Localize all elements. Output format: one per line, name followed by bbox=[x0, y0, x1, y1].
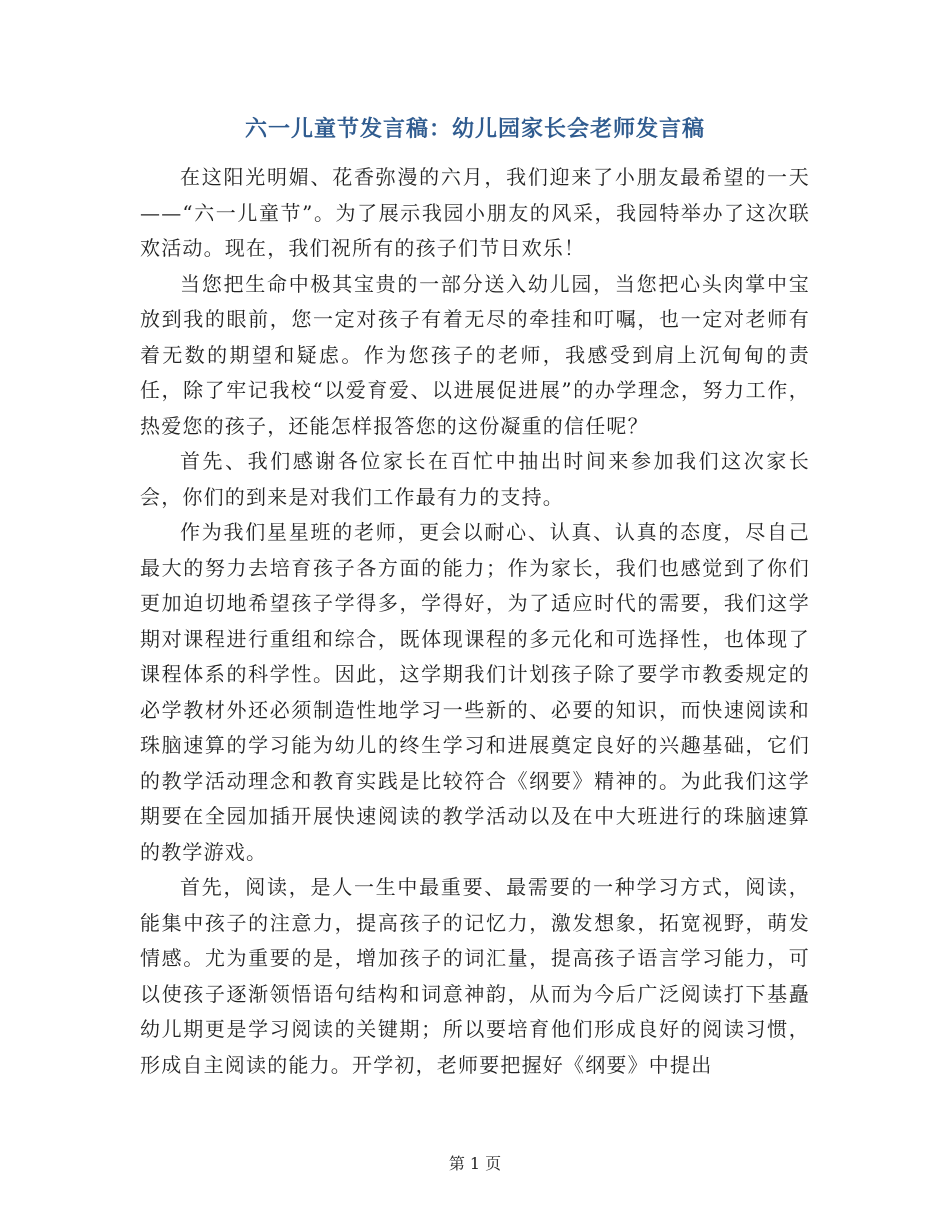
paragraph-4: 作为我们星星班的老师，更会以耐心、认真、认真的态度，尽自己最大的努力去培育孩子各方面的能力；作为家长，我们也感觉到了你们更加迫切地希望孩子学得多，学得好，为了适应时代的需要，我们这学期对课程进行重组和综合，既体现课程的多元化和可选择性，也体现了课程体系的科学性。因此，这学期我们计划孩子除了要学市教委规定的必学教材外还必须制造性地学习一些新的、必要的知识，而快速阅读和珠脑速算的学习能为幼儿的终生学习和进展奠定良好的兴趣基础，它们的教学活动理念和教育实践是比较符合《纲要》精神的。为此我们这学期要在全园加插开展快速阅读的教学活动以及在中大班进行的珠脑速算的教学游戏。 bbox=[140, 520, 810, 864]
paragraph-5: 首先，阅读，是人一生中最重要、最需要的一种学习方式，阅读，能集中孩子的注意力，提高孩子的记忆力，激发想象，拓宽视野，萌发情感。尤为重要的是，增加孩子的词汇量，提高孩子语言学习能力，可以使孩子逐渐领悟语句结构和词意神韵，从而为今后广泛阅读打下基矗幼儿期更是学习阅读的关键期；所以要培育他们形成良好的阅读习惯，形成自主阅读的能力。开学初，老师要把握好《纲要》中提出 bbox=[140, 875, 810, 1077]
paragraph-2: 当您把生命中极其宝贵的一部分送入幼儿园，当您把心头肉掌中宝放到我的眼前，您一定对孩子有着无尽的牵挂和叮嘱，也一定对老师有着无数的期望和疑虑。作为您孩子的老师，我感受到肩上沉甸甸的责任，除了牢记我校“以爱育爱、以进展促进展”的办学理念，努力工作，热爱您的孩子，还能怎样报答您的这份凝重的信任呢？ bbox=[140, 271, 810, 438]
page-number: 第 1 页 bbox=[448, 1154, 502, 1173]
paragraph-1: 在这阳光明媚、花香弥漫的六月，我们迎来了小朋友最希望的一天——“六一儿童节”。为了展示我园小朋友的风采，我园特举办了这次联欢活动。现在，我们祝所有的孩子们节日欢乐！ bbox=[140, 165, 810, 260]
document-body bbox=[140, 160, 810, 1083]
document-title: 六一儿童节发言稿：幼儿园家长会老师发言稿 bbox=[244, 116, 705, 142]
paragraph-3: 首先、我们感谢各位家长在百忙中抽出时间来参加我们这次家长会，你们的到来是对我们工作最有力的支持。 bbox=[140, 449, 810, 509]
